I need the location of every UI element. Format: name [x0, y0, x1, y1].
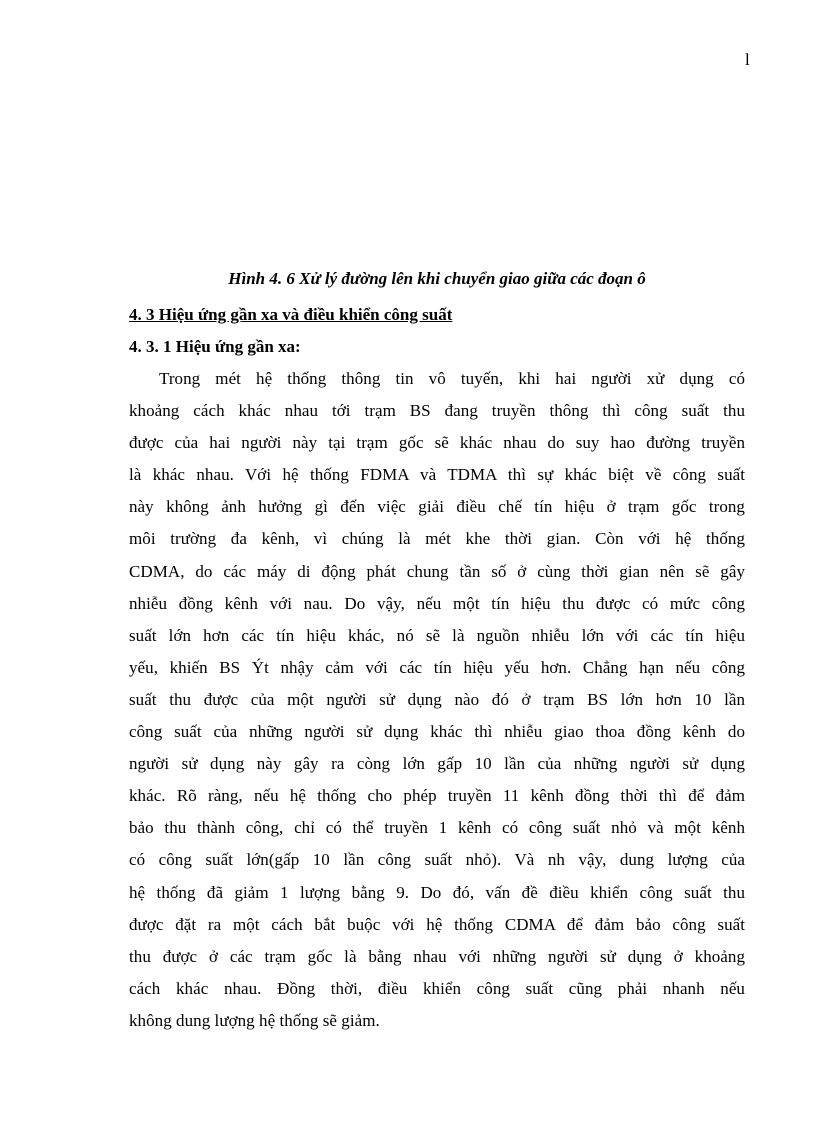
paragraph-line: môi trường đa kênh, vì chúng là mét khe thời gian. Còn với hệ thống: [129, 529, 745, 549]
subsection-heading: 4. 3. 1 Hiệu ứng gần xa:: [129, 337, 301, 356]
paragraph-line: nhiễu đồng kênh với nau. Do vậy, nếu một tín hiệu thu được có mức công: [129, 593, 745, 613]
figure-caption: Hình 4. 6 Xử lý đường lên khi chuyển giao giữa các đoạn ô: [228, 269, 646, 288]
paragraph-line: khoảng cách khác nhau tới trạm BS đang truyền thông thì công suất thu: [129, 401, 745, 421]
paragraph-line: CDMA, do các máy di động phát chung tần số ở cùng thời gian nên sẽ gây: [129, 561, 745, 581]
paragraph-line: khác. Rõ ràng, nếu hệ thống cho phép truyền 11 kênh đồng thời thì để đảm: [129, 786, 745, 806]
paragraph-line: là khác nhau. Với hệ thống FDMA và TDMA thì sự khác biệt về công suất: [129, 465, 745, 485]
paragraph-line: suất lớn hơn các tín hiệu khác, nó sẽ là nguồn nhiễu lớn với các tín hiệu: [129, 625, 745, 645]
paragraph-line: hệ thống đã giảm 1 lượng bằng 9. Do đó, vấn đề điều khiển công suất thu: [129, 882, 745, 902]
paragraph-line: được đặt ra một cách bắt buộc với hệ thống CDMA để đảm bảo công suất: [129, 914, 745, 934]
section-heading: 4. 3 Hiệu ứng gần xa và điều khiển công suất: [129, 305, 453, 324]
paragraph-line: Trong mét hệ thống thông tin vô tuyến, khi hai người xử dụng có: [159, 369, 745, 388]
paragraph: [129, 363, 745, 1037]
paragraph-line: có công suất lớn(gấp 10 lần công suất nhỏ). Và nh vậy, dung lượng của: [129, 850, 745, 870]
paragraph-line: người sử dụng này gây ra còng lớn gấp 10 lần của những người sử dụng: [129, 754, 745, 774]
paragraph-line: yếu, khiến BS Ýt nhậy cảm với các tín hiệu yếu hơn. Chẳng hạn nếu công: [129, 657, 745, 677]
paragraph-line: thu được ở các trạm gốc là bằng nhau với những người sử dụng ở khoảng: [129, 946, 745, 966]
paragraph-line: cách khác nhau. Đồng thời, điều khiển công suất cũng phải nhanh nếu: [129, 978, 745, 998]
paragraph-line: bảo thu thành công, chỉ có thể truyền 1 kênh có công suất nhỏ và một kênh: [129, 818, 745, 838]
paragraph-line: không dung lượng hệ thống sẽ giảm.: [129, 1010, 380, 1030]
paragraph-line: này không ảnh hưởng gì đến việc giải điều chế tín hiệu ở trạm gốc trong: [129, 497, 745, 517]
document-body: [129, 266, 745, 1037]
paragraph-line: công suất của những người sử dụng khác thì nhiễu giao thoa đồng kênh do: [129, 722, 745, 742]
page-number: l: [745, 50, 750, 69]
paragraph-line: được của hai người này tại trạm gốc sẽ khác nhau do suy hao đường truyền: [129, 433, 745, 453]
paragraph-line: suất thu được của một người sử dụng nào đó ở trạm BS lớn hơn 10 lần: [129, 689, 745, 709]
